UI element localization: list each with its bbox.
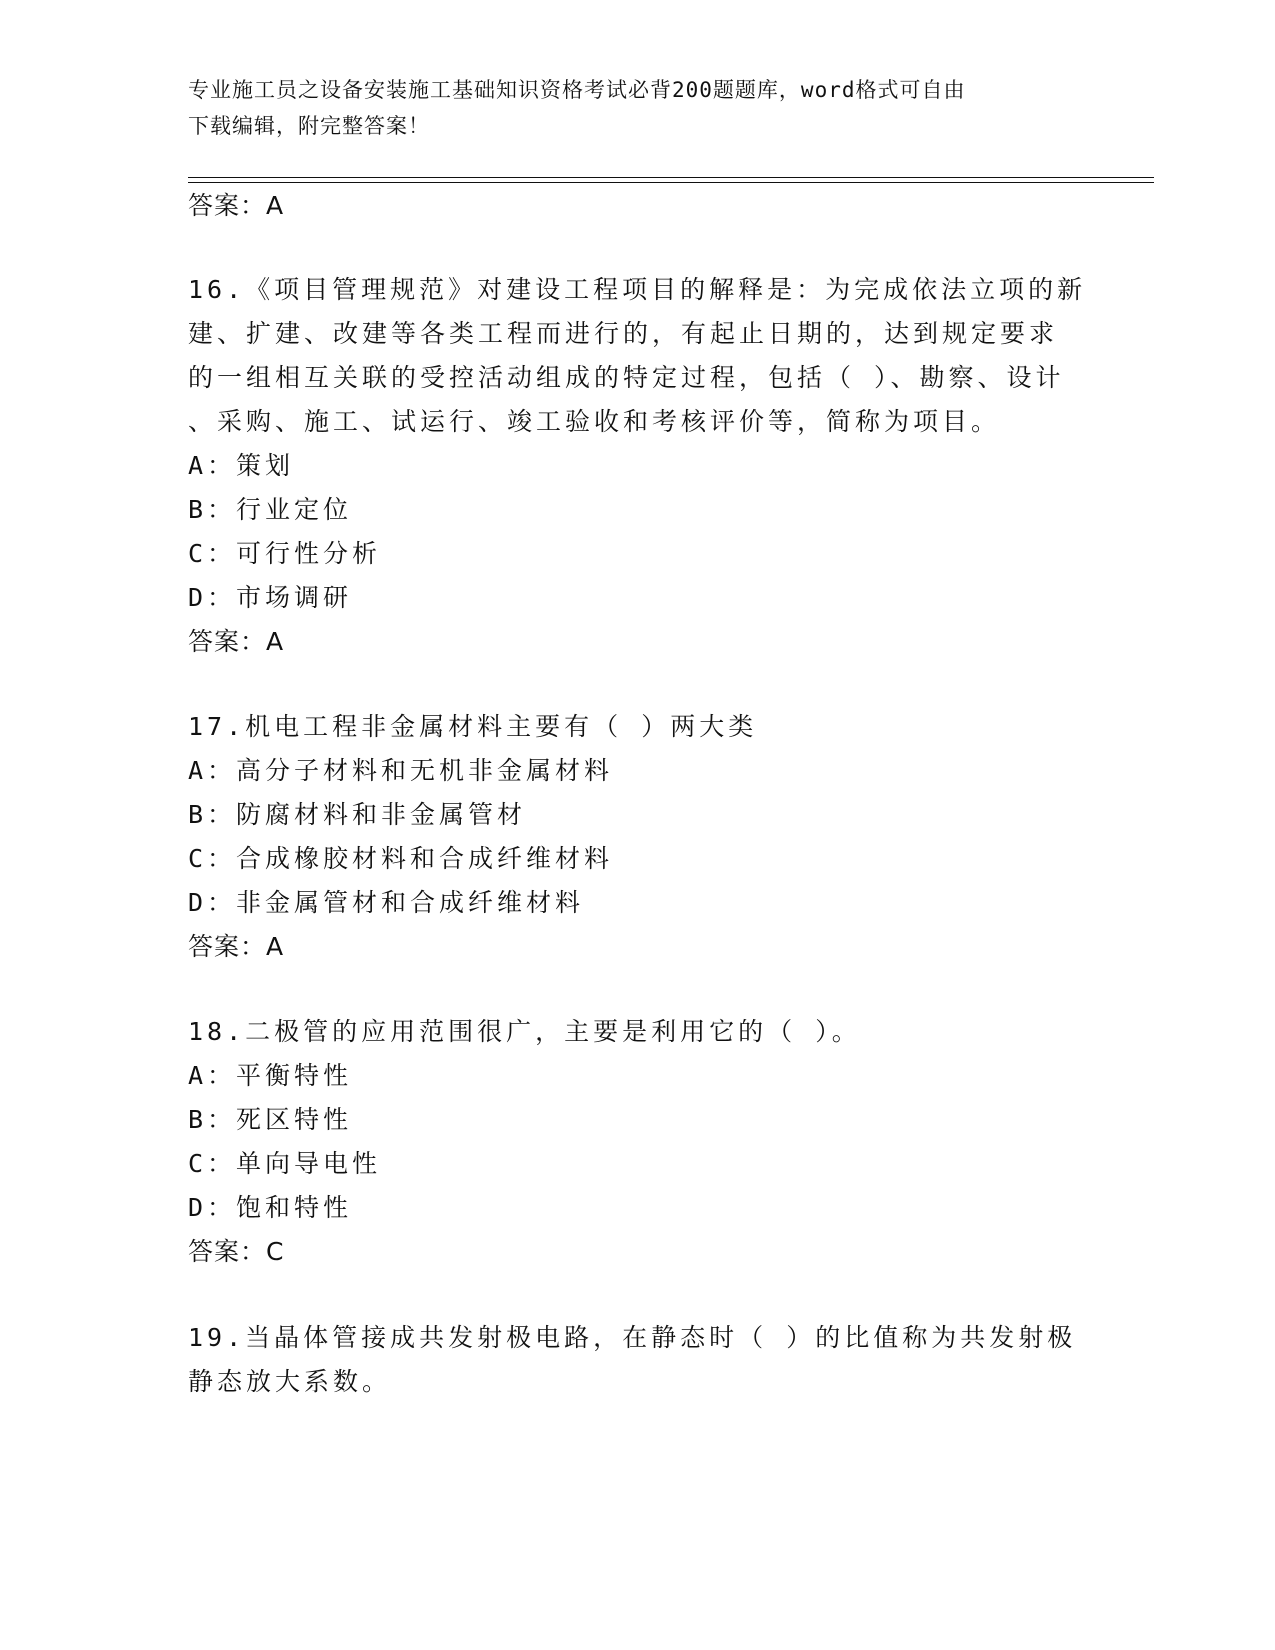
question-16-option-d: D：市场调研 <box>188 583 353 612</box>
question-19-stem-line: 19.当晶体管接成共发射极电路，在静态时（ ）的比值称为共发射极 <box>188 1323 1077 1352</box>
question-16-stem-line: 、采购、施工、试运行、竣工验收和考核评价等，简称为项目。 <box>188 407 1001 436</box>
question-17-answer: 答案：A <box>188 932 285 961</box>
header-divider-top <box>188 177 1154 178</box>
question-18-option-c: C：单向导电性 <box>188 1149 382 1178</box>
question-17-option-c: C：合成橡胶材料和合成纤维材料 <box>188 844 614 873</box>
question-16-answer: 答案：A <box>188 627 285 656</box>
document-header <box>188 72 1068 144</box>
question-17-stem-line: 17.机电工程非金属材料主要有（ ）两大类 <box>188 712 758 741</box>
question-17-option-b: B：防腐材料和非金属管材 <box>188 800 527 829</box>
question-19-stem-line: 静态放大系数。 <box>188 1367 392 1396</box>
question-18-answer: 答案：C <box>188 1237 285 1266</box>
header-divider-bottom <box>188 182 1154 183</box>
previous-answer: 答案：A <box>188 191 285 220</box>
question-18-option-d: D：饱和特性 <box>188 1193 353 1222</box>
question-16-stem-line: 的一组相互关联的受控活动组成的特定过程，包括（ ）、勘察、设计 <box>188 363 1065 392</box>
question-16-option-a: A：策划 <box>188 451 295 480</box>
question-18-option-b: B：死区特性 <box>188 1105 353 1134</box>
question-16-option-b: B：行业定位 <box>188 495 353 524</box>
header-line-2: 下载编辑，附完整答案！ <box>188 114 430 138</box>
question-17-option-d: D：非金属管材和合成纤维材料 <box>188 888 585 917</box>
question-16-stem-line: 建、扩建、改建等各类工程而进行的，有起止日期的，达到规定要求 <box>188 319 1059 348</box>
question-16-stem-line: 16.《项目管理规范》对建设工程项目的解释是：为完成依法立项的新 <box>188 275 1087 304</box>
header-line-1: 专业施工员之设备安装施工基础知识资格考试必背200题题库，word格式可自由 <box>188 78 966 102</box>
question-16-option-c: C：可行性分析 <box>188 539 382 568</box>
question-17-option-a: A：高分子材料和无机非金属材料 <box>188 756 614 785</box>
question-18-option-a: A：平衡特性 <box>188 1061 353 1090</box>
question-18-stem-line: 18.二极管的应用范围很广，主要是利用它的（ ）。 <box>188 1017 861 1046</box>
